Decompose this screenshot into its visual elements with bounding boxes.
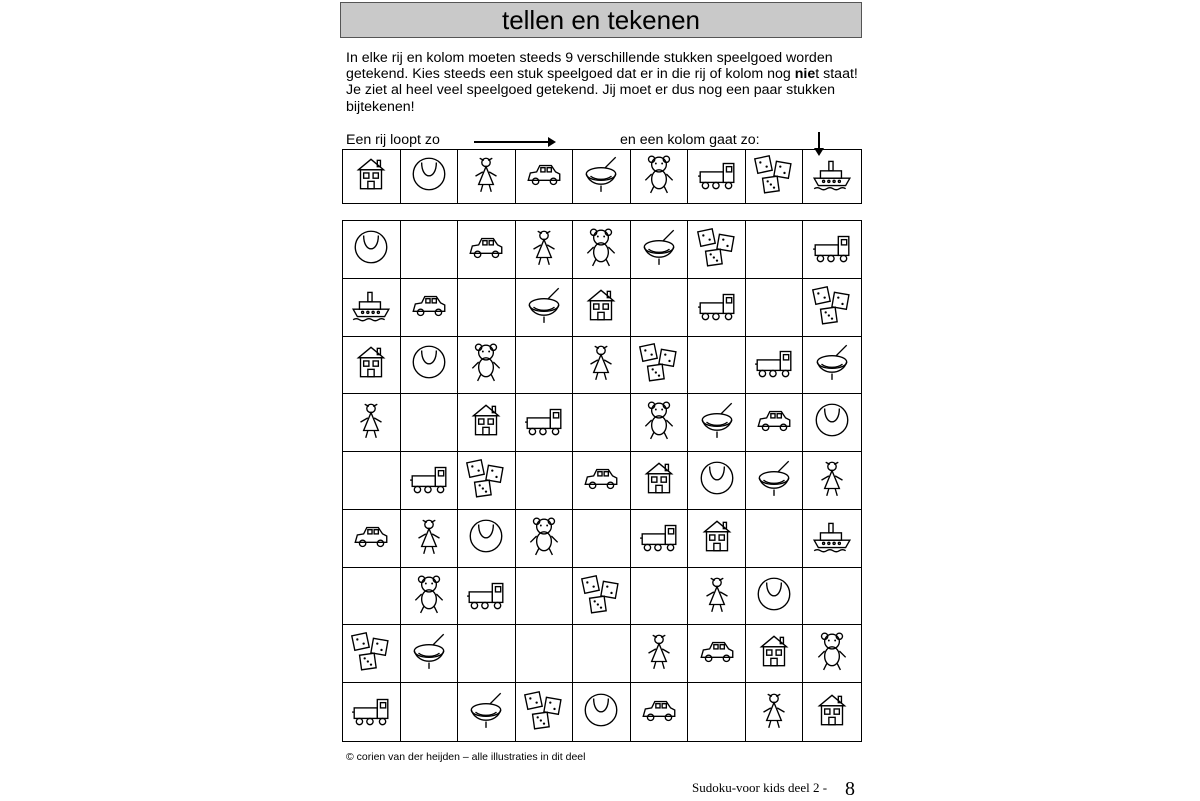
grid-cell <box>688 568 746 626</box>
empty-grid-cell[interactable] <box>343 568 401 626</box>
doll-icon <box>811 457 853 504</box>
grid-cell <box>688 221 746 279</box>
car-icon <box>638 689 680 736</box>
spinning-top-icon <box>580 153 622 200</box>
page-title: tellen en tekenen <box>340 2 862 38</box>
house-icon <box>465 399 507 446</box>
grid-cell <box>343 279 401 337</box>
row-arrow-icon <box>474 141 554 143</box>
grid-cell <box>746 452 804 510</box>
grid-cell <box>573 221 631 279</box>
grid-cell <box>573 279 631 337</box>
spinning-top-icon <box>696 399 738 446</box>
grid-cell <box>401 625 459 683</box>
car-icon <box>465 226 507 273</box>
grid-cell <box>688 510 746 568</box>
teddy-bear-icon <box>811 630 853 677</box>
grid-cell <box>746 625 804 683</box>
grid-cell <box>343 394 401 452</box>
grid-cell <box>688 394 746 452</box>
teddy-bear-icon <box>465 341 507 388</box>
teddy-bear-icon <box>580 226 622 273</box>
ball-icon <box>408 341 450 388</box>
grid-cell <box>401 337 459 395</box>
doll-icon <box>523 226 565 273</box>
house-icon <box>350 341 392 388</box>
dice-icon <box>811 284 853 331</box>
grid-cell <box>458 337 516 395</box>
grid-cell <box>516 221 574 279</box>
example-cell <box>573 150 631 203</box>
grid-cell <box>458 394 516 452</box>
train-icon <box>811 226 853 273</box>
grid-cell <box>573 568 631 626</box>
instructions-part2: t staat! Je ziet al heel veel speelgoed getekend. Jij moet er dus nog een paar stukken bijtekenen! <box>346 66 858 115</box>
spinning-top-icon <box>753 457 795 504</box>
grid-cell <box>516 683 574 741</box>
doll-icon <box>408 515 450 562</box>
grid-cell <box>803 452 861 510</box>
worksheet-page <box>340 0 862 800</box>
grid-cell <box>458 452 516 510</box>
sudoku-grid <box>342 220 862 742</box>
doll-icon <box>753 689 795 736</box>
house-icon <box>696 515 738 562</box>
grid-cell <box>458 683 516 741</box>
grid-cell <box>343 337 401 395</box>
grid-cell <box>631 625 689 683</box>
dice-icon <box>465 457 507 504</box>
car-icon <box>350 515 392 562</box>
empty-grid-cell[interactable] <box>516 337 574 395</box>
grid-cell <box>803 279 861 337</box>
grid-cell <box>343 510 401 568</box>
grid-cell <box>803 337 861 395</box>
grid-cell <box>343 625 401 683</box>
grid-cell <box>516 394 574 452</box>
car-icon <box>696 630 738 677</box>
empty-grid-cell[interactable] <box>401 221 459 279</box>
car-icon <box>753 399 795 446</box>
example-cell <box>688 150 746 203</box>
grid-cell <box>573 452 631 510</box>
copyright-note: © corien van der heijden – alle illustraties in dit deel <box>346 751 586 763</box>
grid-cell <box>688 452 746 510</box>
empty-grid-cell[interactable] <box>631 568 689 626</box>
example-cell <box>746 150 804 203</box>
empty-grid-cell[interactable] <box>458 279 516 337</box>
train-icon <box>465 573 507 620</box>
ball-icon <box>408 153 450 200</box>
dice-icon <box>580 573 622 620</box>
car-icon <box>523 153 565 200</box>
empty-grid-cell[interactable] <box>516 625 574 683</box>
train-icon <box>638 515 680 562</box>
instructions-text <box>346 50 862 115</box>
grid-cell <box>746 568 804 626</box>
grid-cell <box>688 625 746 683</box>
empty-grid-cell[interactable] <box>458 625 516 683</box>
doll-icon <box>638 630 680 677</box>
train-icon <box>696 284 738 331</box>
empty-grid-cell[interactable] <box>401 394 459 452</box>
footer-title: Sudoku-voor kids deel 2 - <box>692 780 828 795</box>
train-icon <box>523 399 565 446</box>
empty-grid-cell[interactable] <box>803 568 861 626</box>
grid-cell <box>573 337 631 395</box>
empty-grid-cell[interactable] <box>746 221 804 279</box>
teddy-bear-icon <box>638 399 680 446</box>
empty-grid-cell[interactable] <box>516 452 574 510</box>
ball-icon <box>580 689 622 736</box>
ball-icon <box>753 573 795 620</box>
grid-cell <box>401 568 459 626</box>
train-icon <box>753 341 795 388</box>
grid-cell <box>688 279 746 337</box>
spinning-top-icon <box>523 284 565 331</box>
empty-grid-cell[interactable] <box>746 510 804 568</box>
example-row-grid <box>342 149 862 204</box>
grid-cell <box>343 221 401 279</box>
car-icon <box>408 284 450 331</box>
example-cell <box>631 150 689 203</box>
grid-cell <box>458 221 516 279</box>
grid-cell <box>803 394 861 452</box>
empty-grid-cell[interactable] <box>573 625 631 683</box>
teddy-bear-icon <box>523 515 565 562</box>
example-cell <box>343 150 401 203</box>
empty-grid-cell[interactable] <box>688 337 746 395</box>
spinning-top-icon <box>408 630 450 677</box>
grid-cell <box>631 394 689 452</box>
grid-cell <box>401 510 459 568</box>
grid-cell <box>631 337 689 395</box>
dice-icon <box>753 153 795 200</box>
grid-cell <box>631 683 689 741</box>
page-number: 8 <box>845 778 855 800</box>
grid-cell <box>516 279 574 337</box>
ball-icon <box>350 226 392 273</box>
grid-cell <box>631 510 689 568</box>
empty-grid-cell[interactable] <box>343 452 401 510</box>
empty-grid-cell[interactable] <box>573 510 631 568</box>
instructions-bold: nie <box>794 66 816 83</box>
column-direction-label: en een kolom gaat zo: <box>620 132 760 148</box>
grid-cell <box>803 683 861 741</box>
teddy-bear-icon <box>408 573 450 620</box>
instructions <box>346 50 862 115</box>
car-icon <box>580 457 622 504</box>
train-icon <box>696 153 738 200</box>
train-icon <box>350 689 392 736</box>
grid-cell <box>803 510 861 568</box>
spinning-top-icon <box>811 341 853 388</box>
train-icon <box>408 457 450 504</box>
doll-icon <box>580 341 622 388</box>
grid-cell <box>401 452 459 510</box>
empty-grid-cell[interactable] <box>746 279 804 337</box>
ball-icon <box>465 515 507 562</box>
dice-icon <box>638 341 680 388</box>
dice-icon <box>696 226 738 273</box>
doll-icon <box>696 573 738 620</box>
house-icon <box>350 153 392 200</box>
grid-cell <box>343 683 401 741</box>
example-cell <box>803 150 861 203</box>
grid-cell <box>746 337 804 395</box>
grid-cell <box>573 683 631 741</box>
grid-cell <box>803 625 861 683</box>
row-direction-label: Een rij loopt zo <box>346 132 440 148</box>
example-cell <box>516 150 574 203</box>
teddy-bear-icon <box>638 153 680 200</box>
grid-cell <box>516 510 574 568</box>
dice-icon <box>350 630 392 677</box>
grid-cell <box>458 568 516 626</box>
dice-icon <box>523 689 565 736</box>
grid-cell <box>803 221 861 279</box>
empty-grid-cell[interactable] <box>516 568 574 626</box>
house-icon <box>753 630 795 677</box>
grid-cell <box>631 221 689 279</box>
house-icon <box>580 284 622 331</box>
boat-icon <box>811 515 853 562</box>
example-cell <box>458 150 516 203</box>
empty-grid-cell[interactable] <box>401 683 459 741</box>
doll-icon <box>350 399 392 446</box>
empty-grid-cell[interactable] <box>631 279 689 337</box>
grid-cell <box>458 510 516 568</box>
grid-cell <box>631 452 689 510</box>
grid-cell <box>746 683 804 741</box>
boat-icon <box>811 153 853 200</box>
example-cell <box>401 150 459 203</box>
grid-cell <box>401 279 459 337</box>
instructions-part1: In elke rij en kolom moeten steeds 9 verschillende stukken speelgoed worden getekend. Kies steeds een stuk speelgoed dat er in die rij of kolom nog <box>346 50 833 83</box>
spinning-top-icon <box>638 226 680 273</box>
doll-icon <box>465 153 507 200</box>
boat-icon <box>350 284 392 331</box>
empty-grid-cell[interactable] <box>688 683 746 741</box>
example-labels <box>346 132 862 150</box>
ball-icon <box>811 399 853 446</box>
grid-cell <box>746 394 804 452</box>
empty-grid-cell[interactable] <box>573 394 631 452</box>
spinning-top-icon <box>465 689 507 736</box>
house-icon <box>811 689 853 736</box>
ball-icon <box>696 457 738 504</box>
house-icon <box>638 457 680 504</box>
